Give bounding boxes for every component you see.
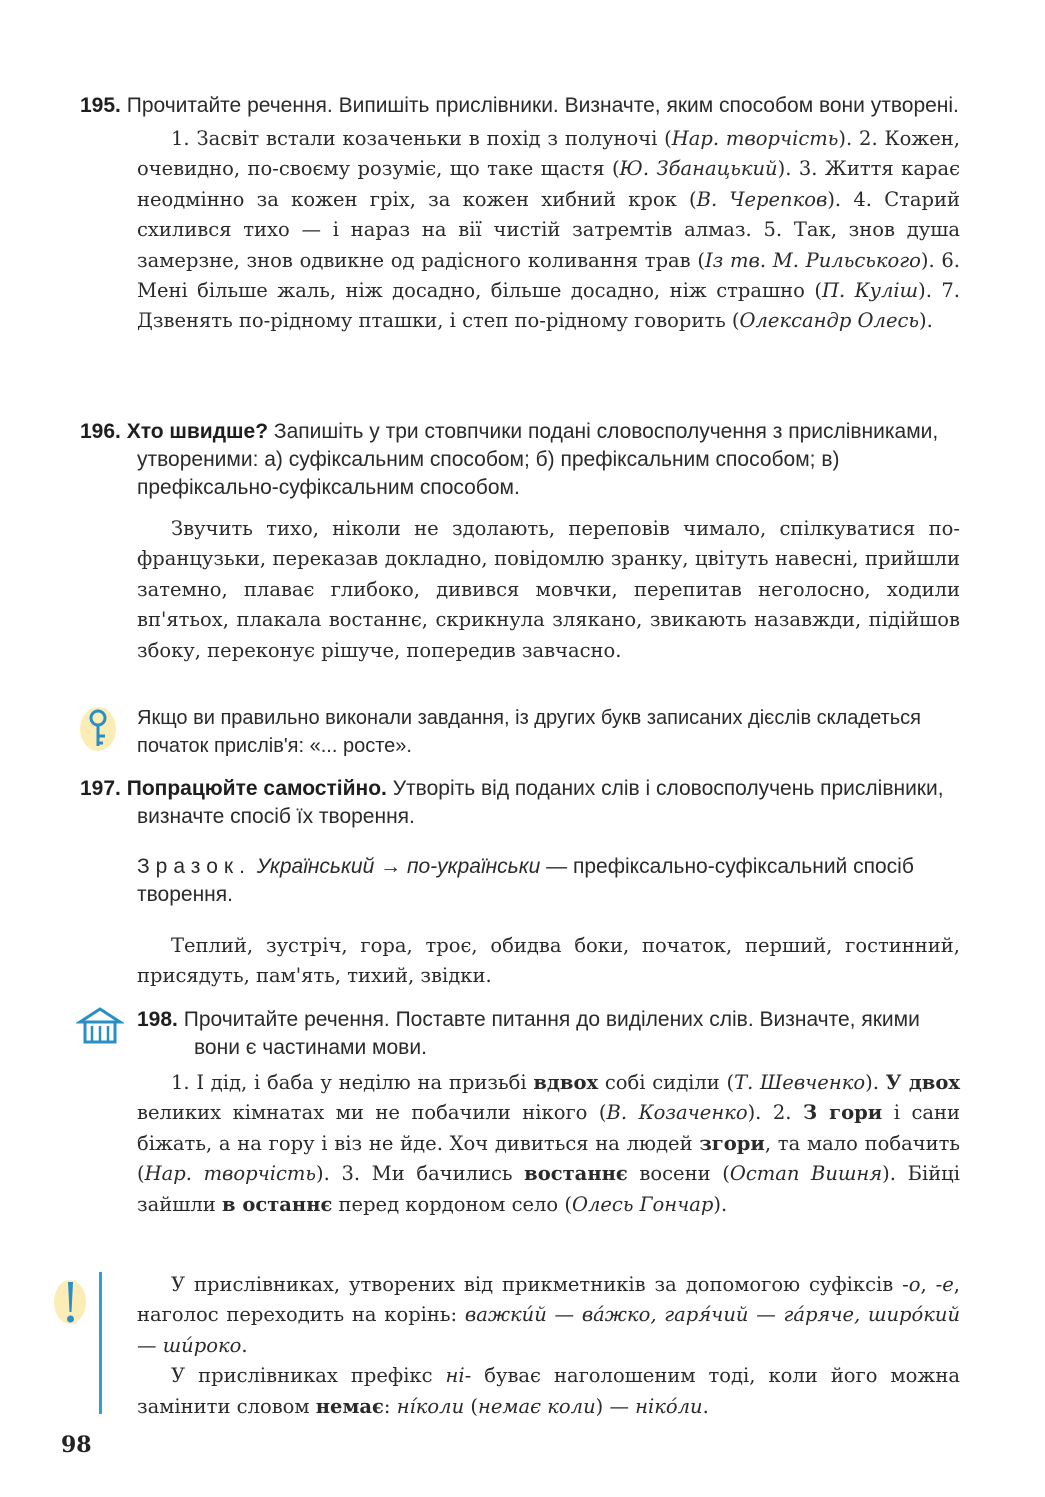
sample-line xyxy=(80,853,960,909)
page-number: 98 xyxy=(61,1432,92,1458)
sample-label: Зразок. xyxy=(137,855,251,878)
rule-text xyxy=(137,1270,960,1422)
exercise-lead: Хто швидше? xyxy=(126,420,269,443)
exercise-195 xyxy=(80,92,960,337)
source-author: В. Черепков xyxy=(696,187,828,211)
highlighted-word: З гори xyxy=(802,1101,883,1125)
highlighted-word: в останнє xyxy=(221,1192,333,1216)
highlighted-word: вдвох xyxy=(533,1071,599,1094)
source-author: Нар. творчість xyxy=(671,127,839,150)
instruction-text: Утворіть від поданих слів і словосполучень прислівники, визначте спосіб їх творення. xyxy=(137,777,944,828)
source-author: В. Козаченко xyxy=(606,1101,748,1125)
exercise-196-instruction xyxy=(80,418,960,502)
rule-examples: важки́й — ва́жко, гаря́чий — га́ряче, широ́кий — ши́роко xyxy=(137,1303,960,1357)
instruction-text: Прочитайте речення. Поставте питання до виділених слів. Визначте, якими вони є частинами мови. xyxy=(183,1008,920,1059)
sample-to: по-українськи xyxy=(406,855,541,878)
arrow-icon: → xyxy=(380,855,402,878)
source-author: Олесь Гончар xyxy=(571,1192,714,1216)
rule-paragraph-1: У прислівниках, утворених від прикметників за допомогою суфіксів -о, -е, наголос переходить на корінь: важки́й — ва́жко, гаря́чий — га́ряче, широ́кий — ши́роко. xyxy=(137,1273,960,1357)
source-author: Ю. Збанацький xyxy=(619,157,778,181)
exclamation-icon xyxy=(50,1276,90,1337)
rule-divider xyxy=(99,1272,102,1414)
source-author: П. Куліш xyxy=(821,279,919,303)
key-icon xyxy=(78,704,118,759)
exercise-number: 198. xyxy=(137,1008,178,1031)
exercise-196-text: Звучить тихо, ніколи не здолають, переповів чимало, спілкуватися по-французьки, переказав докладно, повідомлю зранку, цвітуть навесні, прийшли затемно, плаває глибоко, дивився мовчки, перепитав неголосно, ходили вп'ятьох, плакала востаннє, скрикнула злякано, звикають назавжди, підійшов збоку, переконує рішуче, попередив завчасно. xyxy=(137,517,960,662)
source-author: Олександр Олесь xyxy=(739,309,920,333)
exercise-198 xyxy=(137,1006,960,1220)
exercise-197-text: Теплий, зустріч, гора, троє, обидва боки, початок, перший, гостинний, присядуть, пам'ять, тихий, звідки. xyxy=(137,934,960,988)
source-author: Остап Вишня xyxy=(729,1162,883,1186)
rule-paragraph-2: У прислівниках префікс ні- буває наголошеним тоді, коли його можна замінити словом немає: ні́коли (немає коли) — ніко́ли. xyxy=(137,1364,960,1418)
instruction-text: Прочитайте речення. Випишіть прислівники. Визначте, яким способом вони утворені. xyxy=(126,94,959,117)
hint-text: Якщо ви правильно виконали завдання, із других букв записаних дієслів складеться початок прислів'я: «... росте». xyxy=(137,707,921,757)
exercise-198-instruction xyxy=(137,1006,960,1062)
exercise-number: 197. xyxy=(80,777,121,800)
exercise-195-text: 1. Засвіт встали козаченьки в похід з полуночі (Нар. творчість). 2. Кожен, очевидно, по-своєму розуміє, що таке щастя (Ю. Збанацький). 3. Життя карає неодмінно за кожен гріх, за кожен хибний крок (В. Черепков). 4. Старий схилився тихо — і нараз на вії чистій затремтів алмаз. 5. Так, знов душа замерзне, знов одвикне од радісного коливання трав (Із тв. М. Рильського). 6. Мені більше жаль, ніж досадно, більше досадно, ніж страшно (П. Куліш). 7. Дзвенять по-рідному пташки, і степ по-рідному говорить (Олександр Олесь). xyxy=(137,127,961,333)
exercise-number: 196. xyxy=(80,420,121,443)
sample-rest: — префіксально-суфіксальний спосіб творення. xyxy=(137,855,914,906)
instruction-text: Запишіть у три стовпчики подані словосполучення з прислівниками, утвореними: а) суфіксальним способом; б) префіксальним способом; в) префіксально-суфіксальним способом. xyxy=(137,420,939,499)
exercise-195-instruction xyxy=(80,92,960,120)
source-author: Т. Шевченко xyxy=(734,1071,866,1094)
highlighted-word: У двох xyxy=(885,1071,960,1094)
exercise-197 xyxy=(80,775,960,992)
highlighted-word: востаннє xyxy=(524,1162,628,1186)
source-author: Нар. творчість xyxy=(144,1162,317,1186)
sample-from: Український xyxy=(256,855,375,878)
home-icon xyxy=(76,1006,124,1051)
exercise-number: 195. xyxy=(80,94,121,117)
highlighted-word: згори xyxy=(699,1131,765,1155)
exercise-197-instruction xyxy=(80,775,960,831)
exercise-198-text: 1. І дід, і баба у неділю на призьбі вдвох собі сиділи (Т. Шевченко). У двох великих кімнатах ми не побачили нікого (В. Козаченко). 2. З гори і сани біжать, а на гору і віз не йде. Хоч дивиться на людей згори, та мало побачить (Нар. творчість). 3. Ми бачились востаннє восени (Остап Вишня). Бійці зайшли в останнє перед кордоном село (Олесь Гончар). xyxy=(137,1071,961,1216)
exercise-lead: Попрацюйте самостійно. xyxy=(126,777,387,800)
source-author: Із тв. М. Рильського xyxy=(704,248,921,272)
exercise-196 xyxy=(80,418,960,666)
